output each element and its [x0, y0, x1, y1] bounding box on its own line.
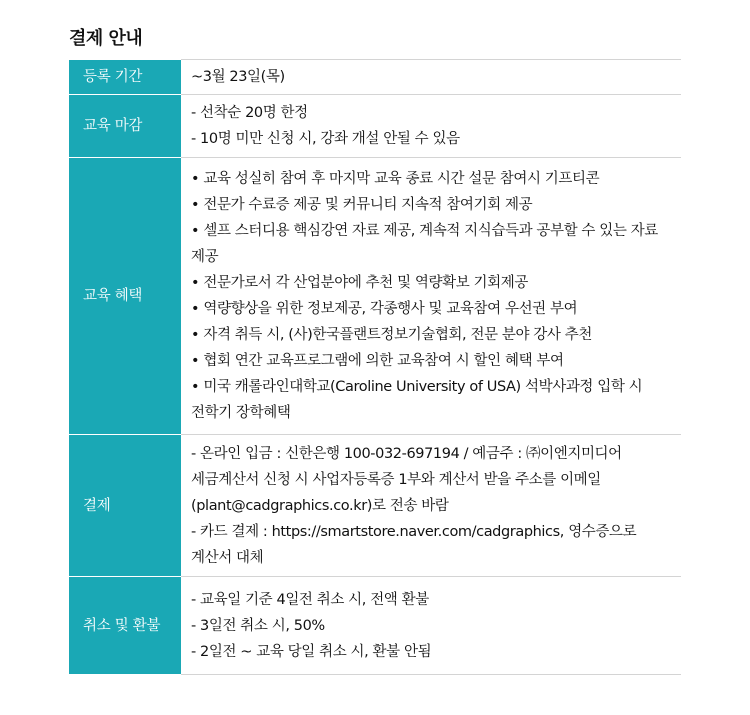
registration-label: 등록 기간 — [69, 60, 181, 95]
benefit-item: • 전문가로서 각 산업분야에 추천 및 역량확보 기회제공 — [191, 275, 528, 291]
benefit-item: • 협회 연간 교육프로그램에 의한 교육참여 시 할인 혜택 부여 — [191, 353, 564, 369]
section-title: 결제 안내 — [69, 28, 143, 49]
deadline-line: - 10명 미만 신청 시, 강좌 개설 안될 수 있음 — [191, 131, 460, 147]
payment-value — [181, 435, 681, 577]
benefits-label: 교육 혜택 — [69, 158, 181, 435]
table-row-cancel — [69, 577, 681, 675]
cancel-line: - 3일전 취소 시, 50% — [191, 617, 325, 634]
payment-label: 결제 — [69, 435, 181, 577]
payment-line: - 온라인 입금 : 신한은행 100-032-697194 / 예금주 : ㈜이엔지미디어 — [191, 445, 622, 462]
deadline-value — [181, 95, 681, 158]
benefit-item: • 셀프 스터디용 핵심강연 자료 제공, 계속적 지식습득과 공부할 수 있는 자료 제공 — [191, 223, 658, 265]
payment-info-table — [69, 59, 681, 675]
benefits-value — [181, 158, 681, 435]
deadline-label: 교육 마감 — [69, 95, 181, 158]
benefit-item: • 교육 성실히 참여 후 마지막 교육 종료 시간 설문 참여시 기프티콘 — [191, 171, 600, 187]
payment-line: 세금계산서 신청 시 사업자등록증 1부와 계산서 받을 주소를 이메일 (plant@cadgraphics.co.kr)로 전송 바람 — [191, 471, 601, 514]
benefit-item: • 자격 취득 시, (사)한국플랜트정보기술협회, 전문 분야 강사 추천 — [191, 327, 592, 343]
cancel-line: - 2일전 ~ 교육 당일 취소 시, 환불 안됨 — [191, 643, 432, 660]
payment-line: - 카드 결제 : https://smartstore.naver.com/cadgraphics, 영수증으로 계산서 대체 — [191, 523, 637, 566]
table-row-registration — [69, 60, 681, 95]
table-row-payment — [69, 435, 681, 577]
deadline-line: - 선착순 20명 한정 — [191, 105, 308, 121]
registration-value: ~3월 23일(목) — [181, 60, 681, 95]
cancel-value — [181, 577, 681, 675]
benefit-item: • 전문가 수료증 제공 및 커뮤니티 지속적 참여기회 제공 — [191, 197, 533, 213]
table-row-benefits — [69, 158, 681, 435]
table-row-deadline — [69, 95, 681, 158]
benefit-item: • 역량향상을 위한 정보제공, 각종행사 및 교육참여 우선권 부여 — [191, 301, 578, 317]
cancel-label: 취소 및 환불 — [69, 577, 181, 675]
cancel-line: - 교육일 기준 4일전 취소 시, 전액 환불 — [191, 591, 429, 608]
benefit-item: • 미국 캐롤라인대학교(Caroline University of USA) 석박사과정 입학 시 전학기 장학혜택 — [191, 379, 643, 421]
